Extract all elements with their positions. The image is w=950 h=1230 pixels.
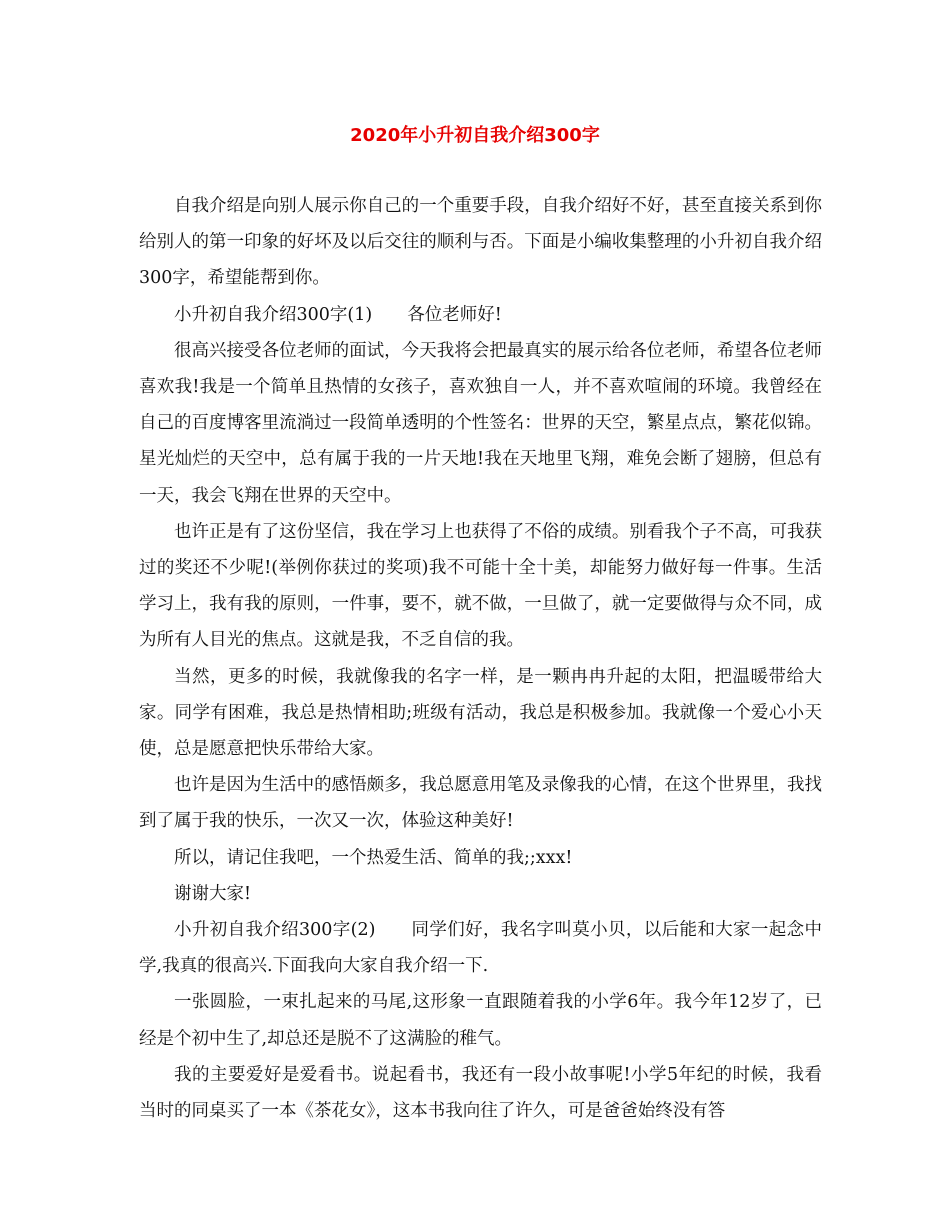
paragraph: 也许正是有了这份坚信，我在学习上也获得了不俗的成绩。别看我个子不高，可我获过的奖还不少呢!(举例你获过的奖项)我不可能十全十美，却能努力做好每一件事。生活学习上，我有我的原则，一件事，要不，就不做，一旦做了，就一定要做得与众不同，成为所有人目光的焦点。这就是我，不乏自信的我。: [139, 521, 822, 651]
document-body: [139, 188, 822, 1129]
paragraph: 自我介绍是向别人展示你自己的一个重要手段，自我介绍好不好，甚至直接关系到你给别人的第一印象的好坏及以后交往的顺利与否。下面是小编收集整理的小升初自我介绍300字，希望能帮到你。: [139, 196, 822, 289]
paragraph: 小升初自我介绍300字(1) 各位老师好!: [174, 304, 502, 325]
paragraph: 谢谢大家!: [174, 883, 252, 904]
paragraph: 一张圆脸，一束扎起来的马尾,这形象一直跟随着我的小学6年。我今年12岁了，已经是个初中生了,却总还是脱不了这满脸的稚气。: [139, 992, 822, 1049]
paragraph: 很高兴接受各位老师的面试，今天我将会把最真实的展示给各位老师，希望各位老师喜欢我!我是一个简单且热情的女孩子，喜欢独自一人，并不喜欢喧闹的环境。我曾经在自己的百度博客里流淌过一段简单透明的个性签名：世界的天空，繁星点点，繁花似锦。星光灿烂的天空中，总有属于我的一片天地!我在天地里飞翔，难免会断了翅膀，但总有一天，我会飞翔在世界的天空中。: [139, 340, 822, 506]
paragraph: 我的主要爱好是爱看书。说起看书，我还有一段小故事呢!小学5年纪的时候，我看当时的同桌买了一本《茶花女》，这本书我向往了许久，可是爸爸始终没有答: [139, 1064, 822, 1122]
paragraph: 小升初自我介绍300字(2) 同学们好，我名字叫莫小贝，以后能和大家一起念中学,我真的很高兴.下面我向大家自我介绍一下.: [139, 920, 822, 977]
paragraph: 所以，请记住我吧，一个热爱生活、简单的我;;xxx!: [174, 847, 573, 868]
paragraph: 当然，更多的时候，我就像我的名字一样，是一颗冉冉升起的太阳，把温暖带给大家。同学有困难，我总是热情相助;班级有活动，我总是积极参加。我就像一个爱心小天使，总是愿意把快乐带给大家。: [139, 666, 822, 760]
document-title: 2020年小升初自我介绍300字: [350, 125, 600, 146]
paragraph: 也许是因为生活中的感悟颇多，我总愿意用笔及录像我的心情，在这个世界里，我找到了属于我的快乐，一次又一次，体验这种美好!: [139, 775, 822, 832]
